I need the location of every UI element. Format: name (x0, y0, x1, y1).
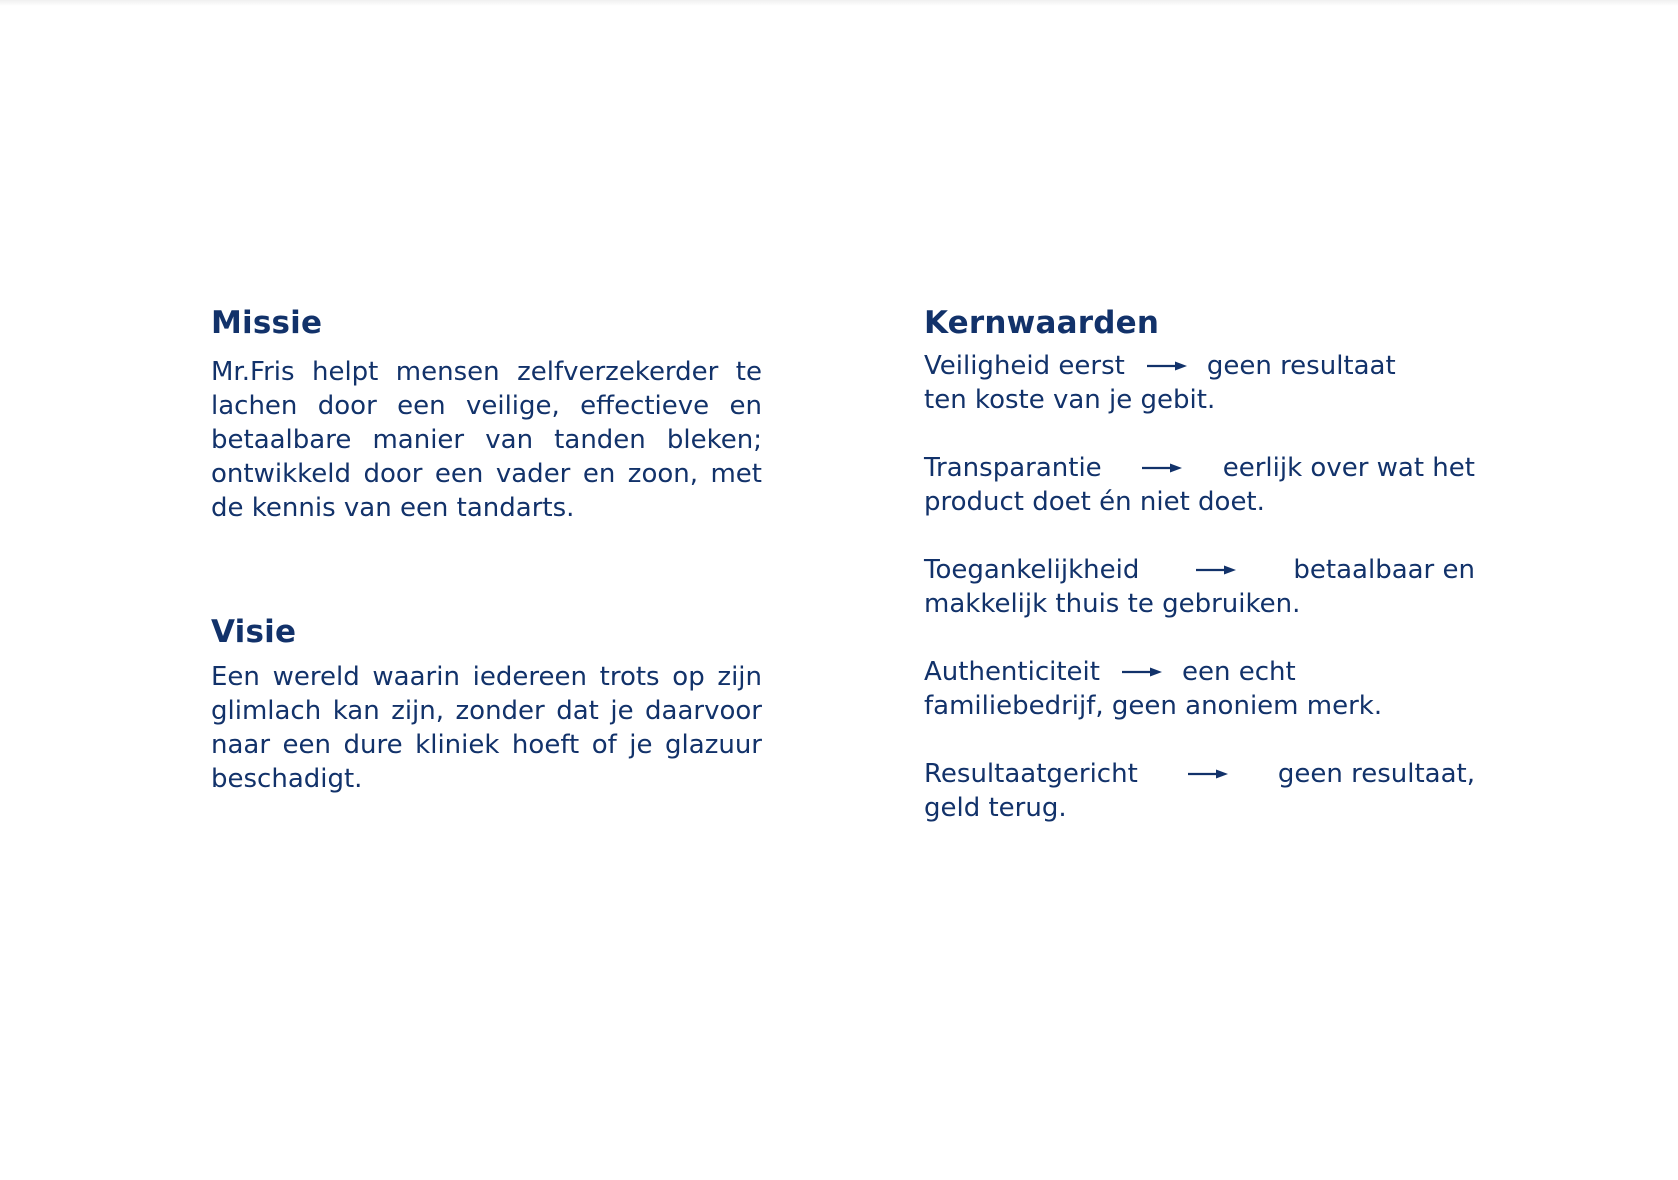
kernwaarden-heading: Kernwaarden (924, 305, 1160, 341)
kernwaarde-item-toegankelijkheid (924, 553, 1475, 621)
kernwaarde-term: Toegankelijkheid (924, 555, 1140, 585)
arrow-right-icon (1142, 462, 1182, 474)
kernwaarde-term: Authenticiteit (924, 657, 1100, 687)
arrow-right-icon (1196, 564, 1236, 576)
kernwaarde-description-continued: familiebedrijf, geen anoniem merk. (924, 691, 1383, 721)
arrow-right-icon (1122, 666, 1162, 678)
kernwaarde-description-continued: geld terug. (924, 793, 1067, 823)
kernwaarde-term: Veiligheid eerst (924, 351, 1125, 381)
visie-heading: Visie (211, 614, 297, 650)
kernwaarde-description: geen resultaat, (1277, 759, 1475, 789)
kernwaarde-description: betaalbaar en (1293, 555, 1475, 585)
kernwaarde-term: Resultaatgericht (924, 759, 1138, 789)
kernwaarde-item-resultaatgericht (924, 757, 1475, 825)
arrow-right-icon (1188, 768, 1228, 780)
kernwaarde-description: eerlijk over wat het (1222, 453, 1475, 483)
left-column (211, 300, 762, 796)
kernwaarde-description-continued: makkelijk thuis te gebruiken. (924, 589, 1301, 619)
kernwaarden-list (924, 349, 1475, 825)
kernwaarde-item-veiligheid (924, 349, 1475, 417)
visie-text: Een wereld waarin iedereen trots op zijn glimlach kan zijn, zonder dat je daarvoor naar een dure kliniek hoeft of je glazuur beschadigt. (211, 662, 762, 794)
top-edge-shadow (0, 0, 1678, 6)
missie-heading: Missie (211, 305, 323, 341)
right-column (924, 300, 1475, 859)
kernwaarde-item-authenticiteit (924, 655, 1475, 723)
kernwaarde-description: een echt (1181, 657, 1296, 687)
kernwaarde-description: geen resultaat (1206, 351, 1396, 381)
kernwaarde-description-continued: ten koste van je gebit. (924, 385, 1216, 415)
kernwaarde-term: Transparantie (924, 453, 1102, 483)
kernwaarde-description-continued: product doet én niet doet. (924, 487, 1265, 517)
arrow-right-icon (1147, 360, 1187, 372)
missie-text: Mr.Fris helpt mensen zelfverzekerder te lachen door een veilige, effectieve en betaalbare manier van tanden bleken; ontwikkeld door een vader en zoon, met de kennis van een tandarts. (211, 357, 762, 523)
kernwaarde-item-transparantie (924, 451, 1475, 519)
